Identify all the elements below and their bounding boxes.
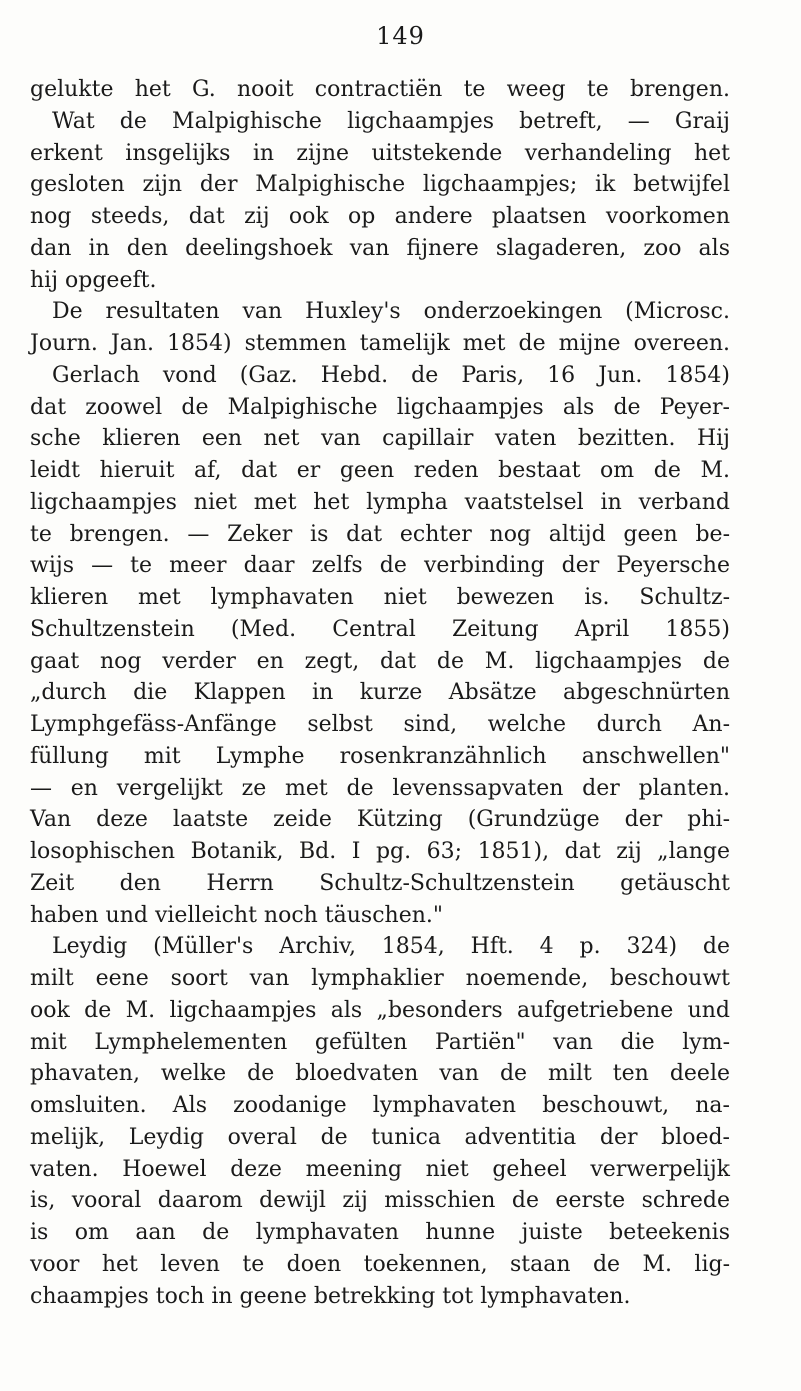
page-number: 149	[376, 22, 425, 50]
text-line: te brengen. — Zeker is dat echter nog altijd geen be-	[30, 521, 730, 547]
body-text	[30, 74, 730, 1312]
text-line: dan in den deelingshoek van fijnere slagaderen, zoo als	[30, 235, 730, 261]
text-line: voor het leven te doen toekennen, staan de M. lig-	[30, 1251, 730, 1277]
text-line: klieren met lymphavaten niet bewezen is. Schultz-	[30, 585, 730, 610]
text-line: De resultaten van Huxley's onderzoekingen (Microsc.	[52, 299, 730, 325]
text-line: chaampjes toch in geene betrekking tot lymphavaten.	[30, 1283, 631, 1309]
text-line: sche klieren een net van capillair vaten bezitten. Hij	[30, 426, 730, 452]
text-line: milt eene soort van lymphaklier noemende, beschouwt	[30, 966, 730, 991]
text-line: ook de M. ligchaampjes als „besonders aufgetriebene und	[30, 997, 730, 1023]
text-line: Van deze laatste zeide Kützing (Grundzüge der phi-	[30, 807, 730, 833]
text-line: „durch die Klappen in kurze Absätze abgeschnürten	[30, 680, 730, 706]
text-line: Journ. Jan. 1854) stemmen tamelijk met de mijne overeen.	[30, 331, 730, 356]
text-line: ligchaampjes niet met het lympha vaatstelsel in verband	[30, 489, 730, 515]
text-line: Leydig (Müller's Archiv, 1854, Hft. 4 p. 324) de	[52, 934, 730, 960]
text-line: dat zoowel de Malpighische ligchaampjes als de Peyer-	[30, 394, 730, 420]
text-line: Wat de Malpighische ligchaampjes betreft, — Graij	[52, 108, 730, 134]
text-line: phavaten, welke de bloedvaten van de milt ten deele	[30, 1061, 730, 1087]
text-line: is, vooral daarom dewijl zij misschien de eerste schrede	[30, 1188, 730, 1214]
text-line: melijk, Leydig overal de tunica adventitia der bloed-	[30, 1124, 730, 1150]
text-line: Gerlach vond (Gaz. Hebd. de Paris, 16 Jun. 1854)	[52, 362, 730, 388]
text-line: Lymphgefäss-Anfänge selbst sind, welche durch An-	[30, 712, 730, 737]
text-line: gesloten zijn der Malpighische ligchaampjes; ik betwijfel	[30, 172, 730, 198]
text-line: vaten. Hoewel deze meening niet geheel verwerpelijk	[30, 1156, 730, 1182]
text-line: losophischen Botanik, Bd. I pg. 63; 1851), dat zij „lange	[30, 839, 730, 864]
text-line: Schultzenstein (Med. Central Zeitung April 1855)	[30, 616, 730, 642]
text-line: nog steeds, dat zij ook op andere plaatsen voorkomen	[30, 204, 730, 229]
text-line: gaat nog verder en zegt, dat de M. ligchaampjes de	[30, 648, 730, 674]
text-line: mit Lymphelementen gefülten Partiën" van die lym-	[30, 1029, 730, 1055]
text-line: hij opgeeft.	[30, 267, 157, 293]
text-line: leidt hieruit af, dat er geen reden bestaat om de M.	[30, 458, 730, 483]
text-line: wijs — te meer daar zelfs de verbinding der Peyersche	[30, 553, 730, 579]
text-line: gelukte het G. nooit contractiën te weeg te brengen.	[30, 77, 730, 102]
text-line: füllung mit Lymphe rosenkranzähnlich anschwellen"	[30, 743, 730, 769]
text-line: haben und vielleicht noch täuschen."	[30, 902, 444, 928]
text-line: Zeit den Herrn Schultz-Schultzenstein getäuscht	[30, 870, 730, 896]
text-line: erkent insgelijks in zijne uitstekende verhandeling het	[30, 140, 730, 166]
text-line: — en vergelijkt ze met de levenssapvaten der planten.	[30, 775, 730, 801]
text-line: is om aan de lymphavaten hunne juiste beteekenis	[30, 1220, 730, 1245]
text-line: omsluiten. Als zoodanige lymphavaten beschouwt, na-	[30, 1093, 730, 1118]
